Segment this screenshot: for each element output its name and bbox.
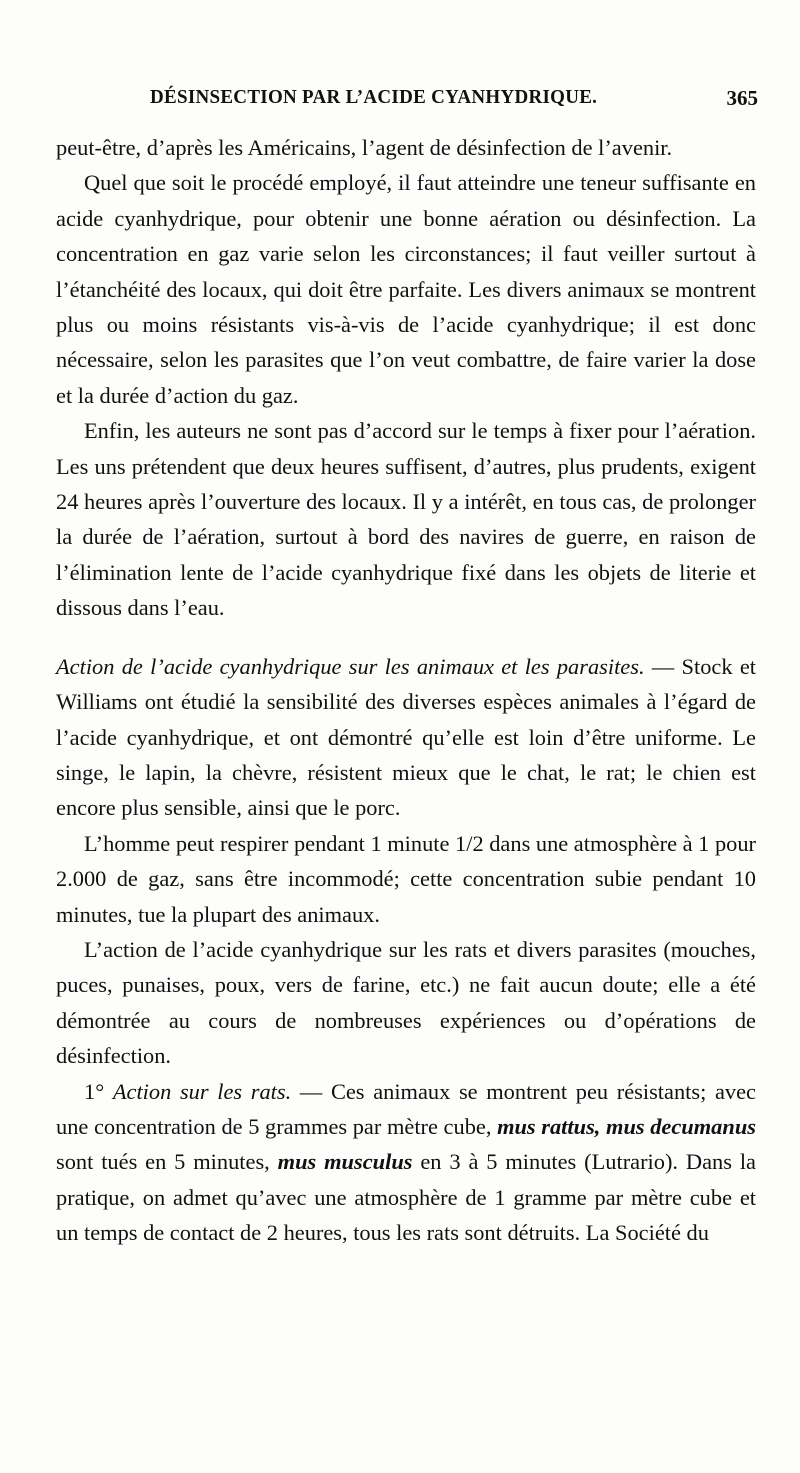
body-text	[56, 130, 756, 1251]
section-number: 1°	[84, 1078, 105, 1104]
page-number: 365	[726, 86, 758, 110]
paragraph-action-section	[56, 649, 756, 826]
paragraph-concentration	[56, 165, 756, 413]
species-name: mus musculus	[277, 1149, 413, 1175]
paragraph-parasites	[56, 932, 756, 1074]
running-title: DÉSINSECTION PAR L’ACIDE CYANHYDRIQUE.	[150, 86, 598, 108]
page-header	[56, 86, 758, 120]
paragraph-text: — Ces animaux se montrent peu résistants; avec une concentration de 5 grammes par mètre cube,	[56, 1078, 756, 1139]
paragraph-continuation	[56, 130, 756, 165]
paragraph-text: L’action de l’acide cyanhydrique sur les rats et divers parasites (mouches, puces, punaises, poux, vers de farine, etc.) ne fait aucun doute; elle a été démontrée au cours de nombreuses expériences ou d’opérations de désinfection.	[56, 936, 756, 1069]
paragraph-text: Enfin, les auteurs ne sont pas d’accord sur le temps à fixer pour l’aération. Les uns prétendent que deux heures suffisent, d’autres, plus prudents, exigent 24 heures après l’ouverture des locaux. Il y a intérêt, en tous cas, de prolonger la durée de l’aération, surtout à bord des navires de guerre, en raison de l’élimination lente de l’acide cyanhydrique fixé dans les objets de literie et dissous dans l’eau.	[56, 418, 756, 621]
section-title: Action sur les rats.	[112, 1078, 292, 1104]
paragraph-text: sont tués en 5 minutes,	[56, 1149, 278, 1175]
species-names: mus rattus, mus decumanus	[497, 1113, 756, 1139]
paragraph-aeration	[56, 413, 756, 625]
section-title: Action de l’acide cyanhydrique sur les animaux et les parasites.	[56, 653, 645, 679]
paragraph-human-tolerance	[56, 826, 756, 932]
paragraph-text: L’homme peut respirer pendant 1 minute 1/2 dans une atmosphère à 1 pour 2.000 de gaz, sans être incommodé; cette concentration subie pendant 10 minutes, tue la plupart des animaux.	[56, 830, 756, 927]
paragraph-text: peut-être, d’après les Américains, l’agent de désinfection de l’avenir.	[56, 135, 673, 160]
paragraph-text: — Stock et Williams ont étudié la sensibilité des diverses espèces animales à l’égard de l’acide cyanhydrique, et ont démontré qu’elle est loin d’être uniforme. Le singe, le lapin, la chèvre, résistent mieux que le chat, le rat; le chien est encore plus sensible, ainsi que le porc.	[56, 653, 756, 821]
paragraph-text: en 3 à 5 minutes (Lutrario). Dans la pratique, on admet qu’avec une atmosphère de 1 gramme par mètre cube et un temps de contact de 2 heures, tous les rats sont détruits. La Société du	[56, 1149, 756, 1246]
paragraph-text: Quel que soit le procédé employé, il faut atteindre une teneur suffisante en acide cyanhydrique, pour obtenir une bonne aération ou désinfection. La concentration en gaz varie selon les circonstances; il faut veiller surtout à l’étanchéité des locaux, qui doit être parfaite. Les divers animaux se montrent plus ou moins résistants vis-à-vis de l’acide cyanhydrique; il est donc nécessaire, selon les parasites que l’on veut combattre, de faire varier la dose et la durée d’action du gaz.	[56, 170, 756, 408]
paragraph-rats-section	[56, 1074, 756, 1251]
